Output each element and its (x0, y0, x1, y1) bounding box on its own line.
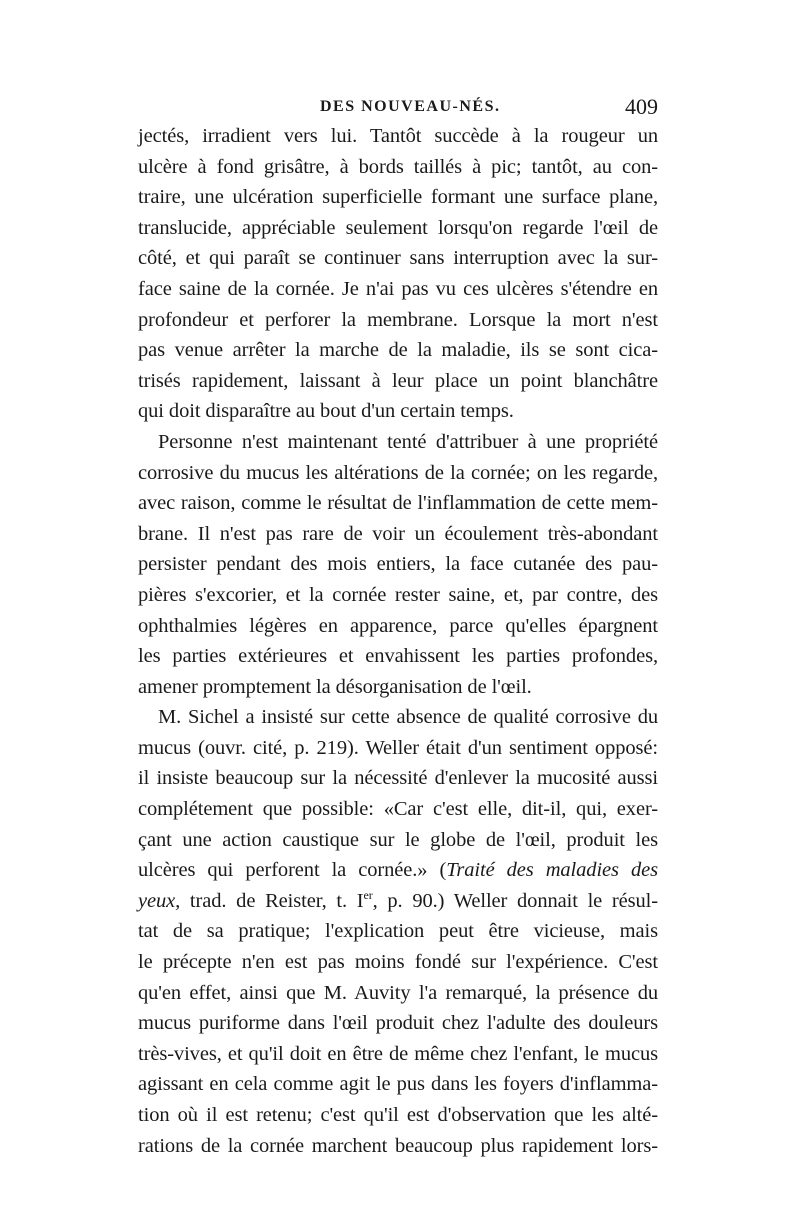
text-line: jectés, irradient vers lui. Tantôt succède à la rougeur un (138, 125, 658, 147)
text-line: il insiste beaucoup sur la nécessité d'enlever la mucosité aussi (138, 767, 658, 790)
text-line: qu'en effet, ainsi que M. Auvity l'a remarqué, la présence du (138, 981, 658, 1004)
page-number: 409 (625, 94, 658, 119)
running-title: DES NOUVEAU-NÉS. (320, 98, 501, 115)
text-line-with-title (138, 855, 658, 886)
text-span: , p. 90.) Weller donnait le résul- (372, 889, 658, 912)
text-line: trisés rapidement, laissant à leur place un point blanchâtre (138, 369, 658, 392)
superscript: er (363, 888, 373, 903)
text-span: ulcères qui perforent la cornée.» ( (138, 859, 447, 882)
text-line: qui doit disparaître au bout d'un certain temps. (138, 400, 514, 423)
text-line: côté, et qui paraît se continuer sans interruption avec la sur- (138, 247, 658, 270)
text-line: amener promptement la désorganisation de l'œil. (138, 675, 532, 698)
text-line-with-title (138, 886, 658, 917)
text-span: trad. de Reister, t. I (180, 889, 364, 912)
text-line: mucus (ouvr. cité, p. 219). Weller était d'un sentiment opposé: (138, 736, 658, 759)
text-line: tat de sa pratique; l'explication peut être vicieuse, mais (138, 920, 658, 943)
text-line: M. Sichel a insisté sur cette absence de qualité corrosive du (158, 706, 658, 729)
text-line: brane. Il n'est pas rare de voir un écoulement très-abondant (138, 522, 658, 545)
text-line: ophthalmies légères en apparence, parce qu'elles épargnent (138, 614, 658, 637)
book-title: Traité des maladies des (446, 859, 658, 882)
text-line: persister pendant des mois entiers, la face cutanée des pau- (138, 553, 658, 576)
book-title: yeux, (138, 889, 181, 912)
text-line: les parties extérieures et envahissent les parties profondes, (138, 645, 658, 668)
text-line: ulcère à fond grisâtre, à bords taillés à pic; tantôt, au con- (138, 155, 658, 178)
text-line: mucus puriforme dans l'œil produit chez l'adulte des douleurs (138, 1012, 658, 1035)
body-text (138, 121, 658, 1161)
text-line: çant une action caustique sur le globe de l'œil, produit les (138, 828, 658, 851)
text-line: avec raison, comme le résultat de l'inflammation de cette mem- (138, 492, 658, 515)
text-line: le précepte n'en est pas moins fondé sur l'expérience. C'est (138, 951, 658, 974)
text-line: très-vives, et qu'il doit en être de même chez l'enfant, le mucus (138, 1042, 658, 1065)
text-line: face saine de la cornée. Je n'ai pas vu ces ulcères s'étendre en (138, 277, 658, 300)
text-line: profondeur et perforer la membrane. Lorsque la mort n'est (138, 308, 658, 331)
text-line: tion où il est retenu; c'est qu'il est d'observation que les alté- (138, 1104, 658, 1126)
text-line: Personne n'est maintenant tenté d'attribuer à une propriété (158, 430, 658, 453)
text-line: translucide, appréciable seulement lorsqu'on regarde l'œil de (138, 216, 658, 239)
text-line: complétement que possible: «Car c'est elle, dit-il, qui, exer- (138, 798, 658, 821)
text-line: rations de la cornée marchent beaucoup plus rapidement lors- (138, 1134, 658, 1157)
text-line: traire, une ulcération superficielle formant une surface plane, (138, 186, 658, 209)
text-line: pières s'excorier, et la cornée rester saine, et, par contre, des (138, 583, 658, 606)
text-line: agissant en cela comme agit le pus dans les foyers d'inflamma- (138, 1073, 658, 1096)
text-line: pas venue arrêter la marche de la maladie, ils se sont cica- (138, 339, 658, 362)
text-line: corrosive du mucus les altérations de la cornée; on les regarde, (138, 461, 658, 484)
running-head (138, 94, 658, 124)
